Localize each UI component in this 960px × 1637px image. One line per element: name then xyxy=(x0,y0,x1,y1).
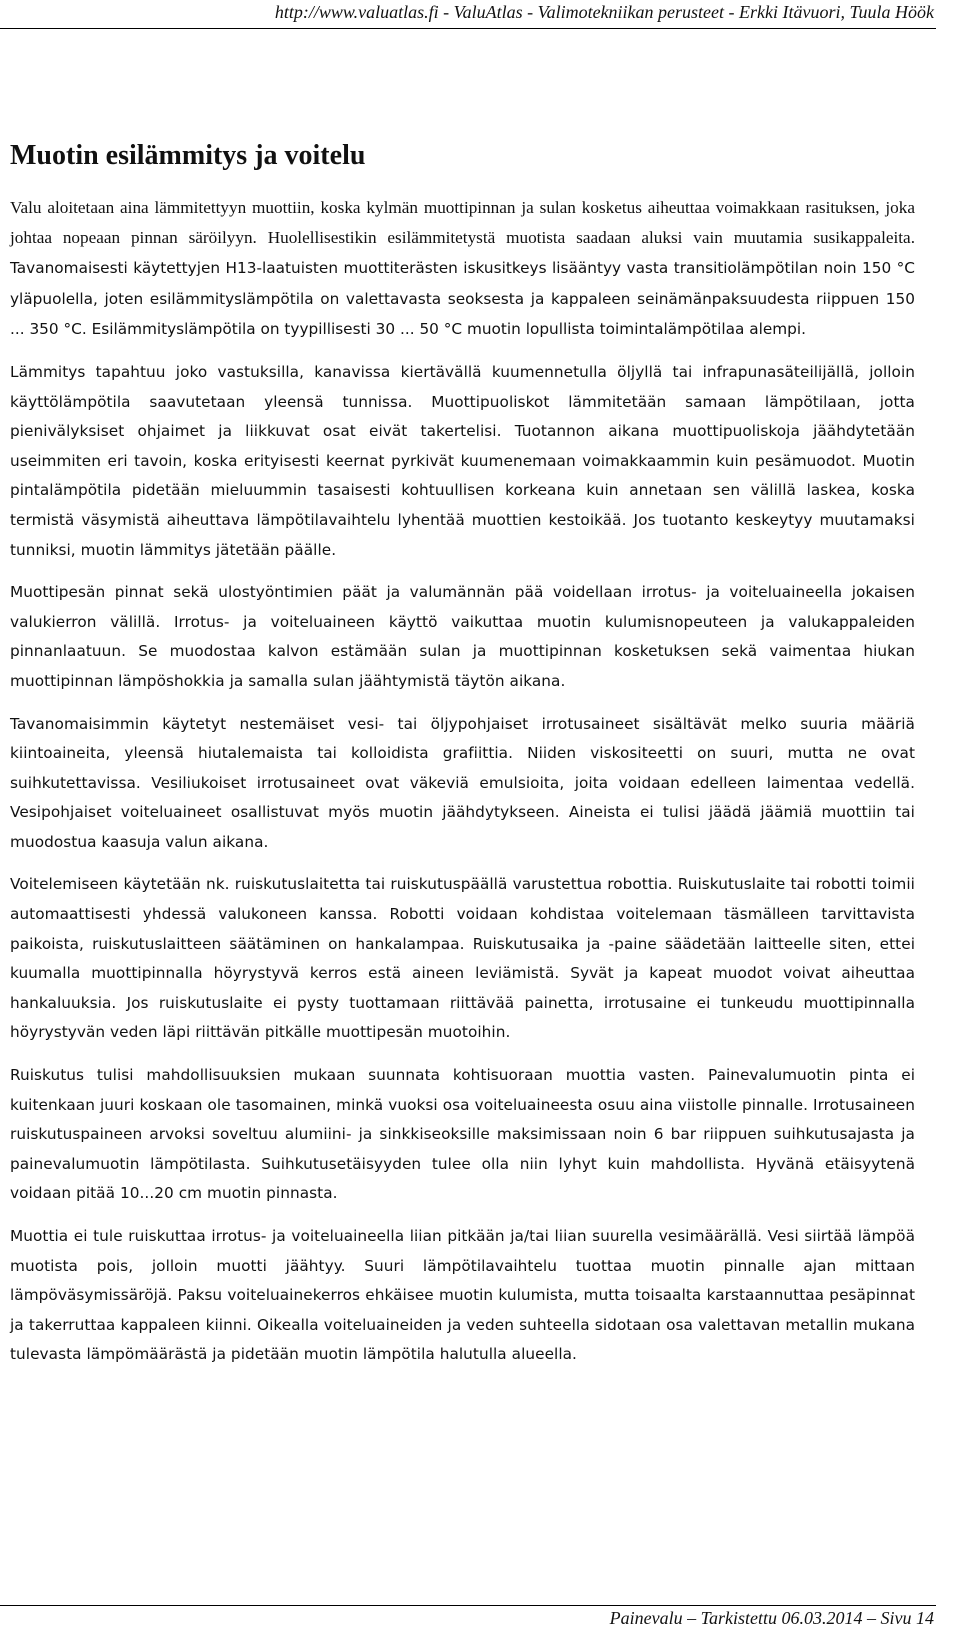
paragraph-7: Muottia ei tule ruiskuttaa irrotus- ja voiteluaineella liian pitkään ja/tai liian suurella vesimäärällä. Vesi siirtää lämpöä muotista pois, jolloin muotti jäähtyy. Suuri lämpötilavaihtelu tuottaa muotin pinnalle ajan mittaan lämpöväsymissäröjä. Paksu voiteluainekerros ehkäisee muotin kulumista, mutta toisaalta karstaannuttaa pesäpinnat ja takerruttaa kappaleen kiinni. Oikealla voiteluaineiden ja veden suhteella sidotaan osa valettavan metallin mukana tulevasta lämpömäärästä ja pidetään muotin lämpötila halutulla alueella. xyxy=(10,1227,915,1364)
paragraph-4: Tavanomaisimmin käytetyt nestemäiset vesi- tai öljypohjaiset irrotusaineet sisältävät melko suuria määriä kiintoaineita, yleensä hiutalemaista tai kolloidista grafiittia. Niiden viskositeetti on suuri, mutta ne ovat suihkutettavissa. Vesiliukoiset irrotusaineet ovat väkeviä emulsioita, joita voidaan edelleen laimentaa vedellä. Vesipohjaiset voiteluaineet osallistuvat myös muotin jäähdytykseen. Aineista ei tulisi jäädä jäämiä muottiin tai muodostua kaasuja valun aikana. xyxy=(10,714,915,851)
paragraph-1 xyxy=(10,193,915,345)
paragraph-5: Voitelemiseen käytetään nk. ruiskutuslaitetta tai ruiskutuspäällä varustettua robottia. Ruiskutuslaite tai robotti toimii automaattisesti yhdessä valukoneen kanssa. Robotti voidaan kohdistaa voitelemaan täsmälleen tarvittavista paikoista, ruiskutuslaitteen säätäminen on hankalampaa. Ruiskutusaika ja -paine säädetään laitteelle siten, ettei kuumalla muottipinnalla höyrystyvä kerros estä aineen leviämistä. Syvät ja kapeat muodot voivat aiheuttaa hankaluuksia. Jos ruiskutuslaite ei pysty tuottamaan riittävää painetta, irrotusaine ei tunkeudu muottipinnalla höyrystyvän veden läpi riittävän pitkälle muottipesän muotoihin. xyxy=(10,875,915,1042)
page-title: Muotin esilämmitys ja voitelu xyxy=(10,140,366,171)
page-footer: Painevalu – Tarkistettu 06.03.2014 – Sivu 14 xyxy=(609,1608,934,1628)
paragraph-6: Ruiskutus tulisi mahdollisuuksien mukaan suunnata kohtisuoraan muottia vasten. Painevalumuotin pinta ei kuitenkaan juuri koskaan ole tasomainen, minkä vuoksi osa voiteluaineesta osuu aina viistolle pinnalle. Irrotusaineen ruiskutuspaineen arvoksi soveltuu alumiini- ja sinkkiseoksille maksimissaan noin 6 bar riippuen suihkutusajasta ja painevalumuotin lämpötilasta. Suihkutusetäisyyden tulee olla niin lyhyt kuin mahdollista. Hyvänä etäisyytenä voidaan pitää 10...20 cm muotin pinnasta. xyxy=(10,1066,915,1203)
page-header: http://www.valuatlas.fi - ValuAtlas - Valimotekniikan perusteet - Erkki Itävuori, Tuula Höök xyxy=(274,2,934,22)
paragraph-1-continuation: Tavanomaisesti käytettyjen H13-laatuisten muottiterästen iskusitkeys lisääntyy vasta transitiolämpötilan noin 150 °C yläpuolella, joten esilämmityslämpötila on valettavasta seoksesta ja kappaleen seinämänpaksuudesta riippuen 150 ... 350 °C. Esilämmityslämpötila on tyypillisesti 30 ... 50 °C muotin lopullista toimintalämpötilaa alempi. xyxy=(10,259,915,339)
paragraph-3: Muottipesän pinnat sekä ulostyöntimien päät ja valumännän pää voidellaan irrotus- ja voiteluaineella jokaisen valukierron välillä. Irrotus- ja voiteluaineen käyttö vaikuttaa muotin kulumisnopeuteen ja valukappaleiden pinnanlaatuun. Se muodostaa kalvon estämään sulan ja muottipinnan kosketuksen sekä vaimentaa hiukan muottipinnan lämpöshokkia ja samalla sulan jäähtymistä täytön aikana. xyxy=(10,583,915,690)
article-body xyxy=(10,193,915,1383)
paragraph-1-intro: Valu aloitetaan aina lämmitettyyn muottiin, koska kylmän muottipinnan ja sulan kosketus aiheuttaa voimakkaan rasituksen, joka johtaa nopeaan pinnan säröilyyn. Huolellisestikin esilämmitetystä muotista saadaan aluksi vain muutamia susikappaleita. xyxy=(10,198,915,247)
paragraph-2: Lämmitys tapahtuu joko vastuksilla, kanavissa kiertävällä kuumennetulla öljyllä tai infrapunasäteilijällä, jolloin käyttölämpötila saavutetaan yleensä tunnissa. Muottipuoliskot lämmitetään samaan lämpötilaan, jotta pienivälyksiset ohjaimet ja liikkuvat osat eivät takertelisi. Tuotannon aikana muottipuoliskoja jäähdytetään useimmiten eri tavoin, koska erityisesti keernat pyrkivät kuumenemaan voimakkaammin kuin pesämuodot. Muotin pintalämpötila pidetään mieluummin tasaisesti kohtuullisen korkeana kuin annetaan sen välillä laskea, koska termistä väsymistä aiheuttava lämpötilavaihtelu lyhentää muottien kestoikää. Jos tuotanto keskeytyy muutamaksi tunniksi, muotin lämmitys jätetään päälle. xyxy=(10,362,915,559)
footer-rule xyxy=(0,1605,936,1606)
